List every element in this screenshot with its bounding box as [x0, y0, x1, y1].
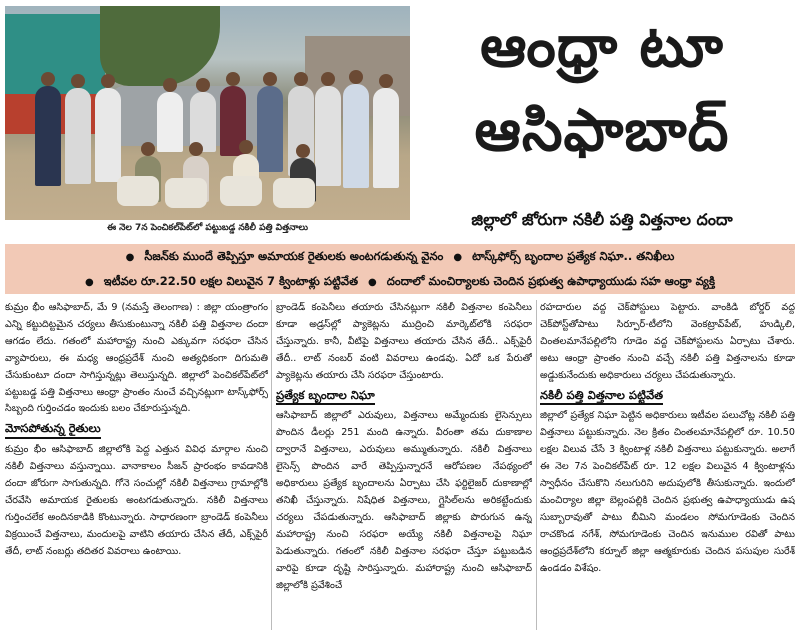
section-subheading: మోసపోతున్న రైతులు: [5, 420, 101, 439]
section-subheading: నకిలీ పత్తి విత్తనాల పట్టివేత: [540, 387, 663, 406]
column-divider: [271, 300, 272, 630]
bullet-icon: ●: [125, 251, 135, 263]
article-column-1: [5, 300, 268, 630]
bullet-icon: ●: [368, 276, 377, 288]
highlights-row: [5, 245, 795, 269]
highlight-item: సీజన్‌కు ముందే తెప్పిస్తూ అమాయక రైతులకు అంటగడుతున్న వైనం: [144, 248, 444, 263]
article-paragraph: బ్రాండెడ్ కంపెనీలు తయారు చేసినట్లుగా నకిలీ విత్తనాల కంపెనీలు కూడా అడ్రస్‌ల్లో ప్యాకెట్లను ముద్రించి మార్కెట్‌లోకి సరఫరా చేస్తున్నారు. కానీ, వీటిపై విత్తనాలు తయారు చేసిన తేదీ.. ఎక్స్‌పైరీ తేదీ.. లాట్ నంబర్ వంటి వివరాలు ఉండవు. ఏదో ఒక పేరుతో ప్యాకెట్లను తయారు చేసి సరఫరా చేస్తుంటారు.: [276, 302, 532, 381]
article-column-2: [276, 300, 532, 630]
column-divider: [536, 300, 537, 630]
person-figure: [257, 86, 283, 172]
seed-sack: [117, 176, 159, 206]
tree-shape: [100, 6, 220, 86]
seed-sack: [220, 176, 262, 206]
person-figure: [35, 86, 61, 186]
photo-caption: ఈ నెల 7న పెంచికల్‌పేట్‌లో పట్టుబడ్డ నకిలీ పత్తి విత్తనాలు: [107, 223, 308, 233]
article-paragraph: రహదారుల వద్ద చెక్‌పోస్టులు పెట్టారు. వాంకిడి బోర్డర్ వద్ద చెక్‌పోస్ట్‌తోపాటు సిర్పూర్-టీలోని వెంకట్రావ్‌పేట్, హుడ్కిలి, చింతలమానేపల్లిలోని గూడెం వద్ద చెక్‌పోస్టులను ఏర్పాటు చేశారు. అటు ఆంధ్రా ప్రాంతం నుంచి వచ్చే నకిలీ పత్తి విత్తనాలను కూడా అడ్డుకునేందుకు అధికారులు చర్యలు చేపడుతున్నారు.: [540, 302, 795, 381]
highlight-item: టాస్క్‌ఫోర్స్ బృందాల ప్రత్యేక నిఘా.. తనిఖీలు: [472, 248, 675, 263]
news-photo: [5, 6, 410, 220]
highlights-band: [5, 244, 795, 294]
highlights-row: [5, 270, 795, 294]
person-figure: [157, 92, 183, 152]
person-figure: [373, 88, 399, 188]
highlight-item: దందాలో మంచిర్యాలకు చెందిన ప్రభుత్వ ఉపాధ్యాయుడు సహ ఆంధ్రా వ్యక్తి: [386, 273, 715, 288]
article-paragraph: ఆసిఫాబాద్ జిల్లాలో ఎరువులు, విత్తనాలు అమ్మేందుకు లైసెన్సులు పొందిన డీలర్లు 251 మంది ఉన్నారు. వీరంతా తమ దుకాణాల ద్వారానే విత్తనాలు, ఎరువులు అమ్ముతున్నారు. నకిలీ విత్తనాలు లైసెన్స్ పొందిన వారే తెప్పిస్తున్నారనే ఆరోపణల నేపథ్యంలో అధికారులు ప్రత్యేక బృందాలను ఏర్పాటు చేసి ఫర్టిలైజర్ దుకాణాల్లో తనిఖీ చేస్తున్నారు. నిషేధిత విత్తనాలు, గ్లైసిల్‌లను అరికట్టేందుకు చర్యలు చేపడుతున్నారు. ఆసిఫాబాద్ జిల్లాకు పొరుగున ఉన్న మహారాష్ట్ర నుంచి సరఫరా అయ్యే నకిలీ విత్తనాలపై నిఘా పెడుతున్నారు. గతంలో నకిలీ విత్తనాల సరఫరా చేస్తూ పట్టుబడిన వారిపై కూడా దృష్టి సారిస్తున్నారు. మహారాష్ట్ర నుంచి ఆసిఫాబాద్ జిల్లాలోకి ప్రవేశించే: [276, 410, 532, 591]
article-paragraph: జిల్లాలో ప్రత్యేక నిఘా పెట్టిన అధికారులు ఇటీవల పలుచోట్ల నకిలీ పత్తి విత్తనాలు పట్టుకున్నారు. నెల క్రితం చింతలమానేపల్లిలో రూ. 10.50 లక్షల విలువ చేసే 3 క్వింటాళ్ల నకిలీ విత్తనాలు పట్టుకున్నారు. అలాగే ఈ నెల 7న పెంచికల్‌పేట్ రూ. 12 లక్షల విలువైన 4 క్వింటాళ్లను స్వాధీనం చేసుకొని నలుగురిని అదుపులోకి తీసుకున్నారు. ఇందులో మంచిర్యాల జిల్లా బెల్లంపల్లికి చెందిన ప్రభుత్వ ఉపాధ్యాయుడు ఉష సుబ్బారావుతో పాటు బీమిని మండలం సోమగూడెంకు చెందిన రాచకొండ నగేశ్, సోమగూడెంకు చెందిన ఇనుముల రవితో పాటు ఆంధ్రప్రదేశ్‌లోని కర్నూల్ జిల్లా ఆత్మకూరుకు చెందిన పసుపుల సురేశ్ ఉండడం విశేషం.: [540, 410, 795, 574]
person-figure: [95, 88, 121, 182]
bullet-icon: ●: [85, 276, 94, 288]
person-figure: [315, 86, 341, 186]
highlight-item: ఇటీవల రూ.22.50 లక్షల విలువైన 7 క్వింటాళ్లు పట్టివేత: [103, 273, 359, 288]
seed-sack: [273, 178, 315, 208]
article-paragraph: కుమ్రం భీం ఆసిఫాబాద్, మే 9 (నమస్తే తెలంగాణ) : జిల్లా యంత్రాంగం ఎన్ని కట్టుదిట్టమైన చర్యలు తీసుకుంటున్నా నకిలీ పత్తి విత్తనాల దందా ఆగడం లేదు. గతంలో మహారాష్ట్ర నుంచి ఎక్కువగా సరఫరా చేసిన వ్యాపారులు, ఈ మధ్య ఆంధ్రప్రదేశ్ నుంచి అత్యధికంగా దిగుమతి చేసుకుంటూ దందా సాగిస్తున్నట్లు తెలుస్తున్నది. జిల్లాలో పెంచికల్‌పేట్‌లో పట్టుబడ్డ పత్తి విత్తనాలు ఆంధ్రా ప్రాంతం నుంచే వచ్చినట్లుగా టాస్క్‌ఫోర్స్ సిబ్బంది గుర్తించడం ఇందుకు బలం చేకూరుస్తున్నది.: [5, 302, 268, 415]
person-figure: [343, 84, 369, 188]
section-subheading: ప్రత్యేక బృందాల నిఘా: [276, 387, 375, 406]
headline-line-2: ఆసిఫాబాద్: [474, 96, 730, 164]
headline-line-1: ఆంధ్రా టూ: [480, 12, 724, 80]
person-figure: [65, 88, 91, 184]
bullet-icon: ●: [453, 251, 463, 263]
subheadline: జిల్లాలో జోరుగా నకిలీ పత్తి విత్తనాల దందా: [471, 210, 733, 229]
article-paragraph: కుమ్రం భీం ఆసిఫాబాద్ జిల్లాలోకి పెద్ద ఎత్తున వివిధ మార్గాల నుంచి నకిలీ విత్తనాలు వస్తున్నాయి. వానాకాలం సీజన్ ప్రారంభం కావడానికి దందా జోరుగా సాగుతున్నది. గోనె సంచుల్లో నకిలీ విత్తనాలు గ్రామాల్లోకి చేరవేసి అమాయక రైతులకు అంటగడుతున్నారు. నకిలీ విత్తనాలు గుర్తించలేక అందినకాడికి కొంటున్నారు. సాధారణంగా బ్రాండెడ్ కంపెనీలు విక్రయించే విత్తనాలు, మందులపై వాటిని తయారు చేసిన తేదీ, ఎక్స్‌పైరీ తేదీ, లాట్ నంబర్లు తదితర వివరాలు ఉంటాయి.: [5, 444, 268, 557]
article-column-3: [540, 300, 795, 630]
seed-sack: [165, 178, 207, 208]
